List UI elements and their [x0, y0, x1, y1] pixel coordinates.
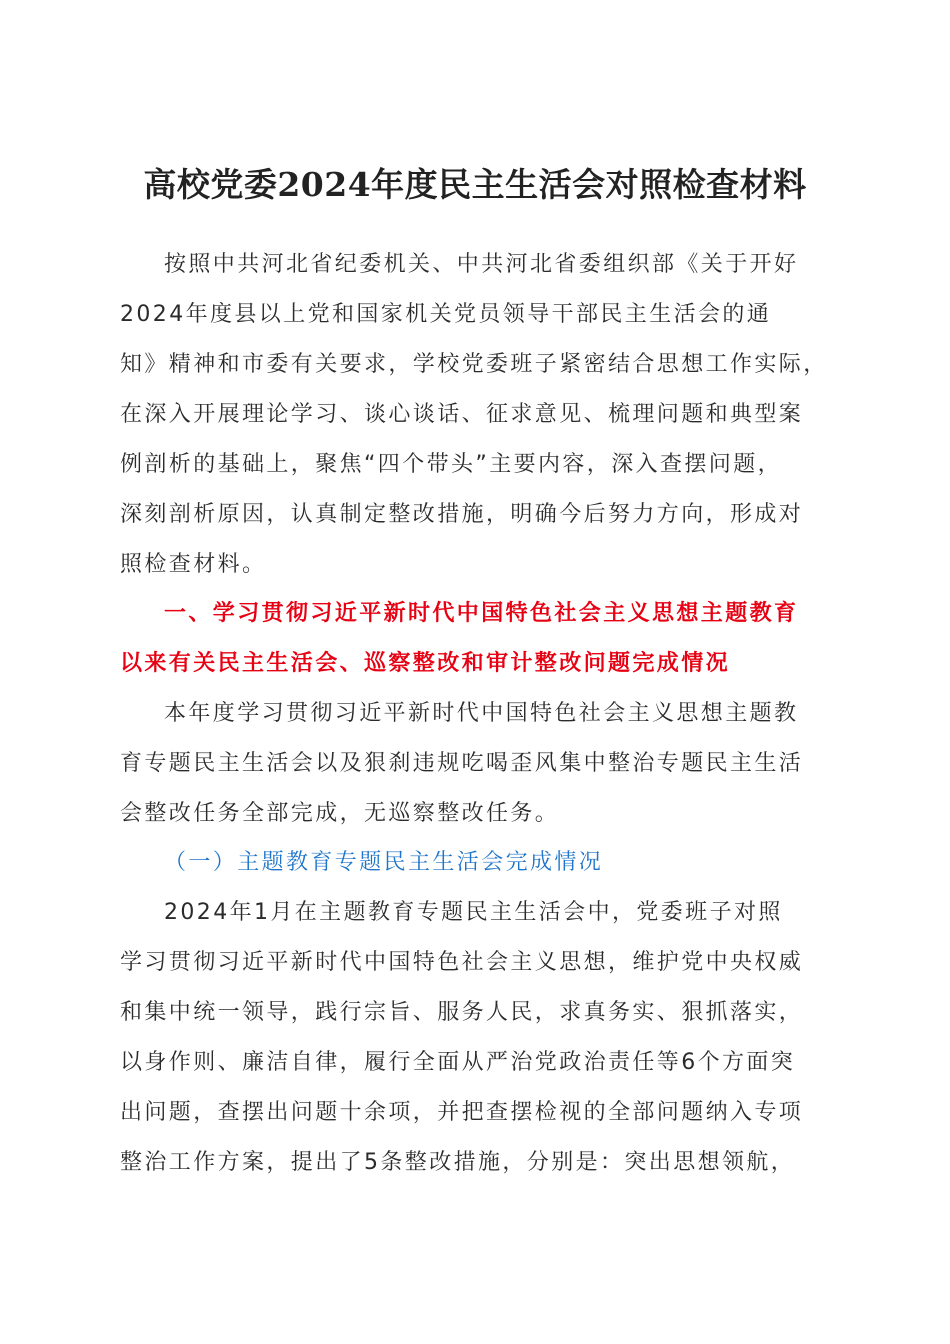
paragraph-1-line-1: 按照中共河北省纪委机关、中共河北省委组织部《关于开好 — [164, 252, 799, 277]
paragraph-3-line-2: 学习贯彻习近平新时代中国特色社会主义思想，维护党中央权威 — [120, 950, 804, 975]
paragraph-3-line-3: 和集中统一领导，践行宗旨、服务人民，求真务实、狠抓落实， — [120, 1000, 804, 1025]
section-heading-1-line-2: 以来有关民主生活会、巡察整改和审计整改问题完成情况 — [120, 651, 731, 676]
document-title: 高校党委2024年度民主生活会对照检查材料 — [143, 165, 807, 204]
paragraph-1-line-4: 在深入开展理论学习、谈心谈话、征求意见、梳理问题和典型案 — [120, 402, 804, 427]
paragraph-3-line-1: 2024年1月在主题教育专题民主生活会中，党委班子对照 — [164, 900, 783, 925]
paragraph-1-line-3: 知》精神和市委有关要求，学校党委班子紧密结合思想工作实际， — [120, 352, 828, 377]
subheading-1: （一）主题教育专题民主生活会完成情况 — [164, 850, 604, 875]
paragraph-1-line-2: 2024年度县以上党和国家机关党员领导干部民主生活会的通 — [120, 302, 772, 327]
paragraph-1-line-7: 照检查材料。 — [120, 552, 267, 577]
paragraph-2-line-2: 育专题民主生活会以及狠刹违规吃喝歪风集中整治专题民主生活 — [120, 751, 804, 776]
paragraph-3-line-5: 出问题，查摆出问题十余项，并把查摆检视的全部问题纳入专项 — [120, 1100, 804, 1125]
paragraph-1-line-6: 深刻剖析原因，认真制定整改措施，明确今后努力方向，形成对 — [120, 502, 804, 527]
paragraph-2-line-1: 本年度学习贯彻习近平新时代中国特色社会主义思想主题教 — [164, 701, 799, 726]
paragraph-2-line-3: 会整改任务全部完成，无巡察整改任务。 — [120, 801, 560, 826]
paragraph-1-line-5: 例剖析的基础上，聚焦“四个带头”主要内容，深入查摆问题， — [120, 452, 782, 477]
paragraph-3-line-6: 整治工作方案，提出了5条整改措施，分别是：突出思想领航， — [120, 1150, 796, 1175]
paragraph-3-line-4: 以身作则、廉洁自律，履行全面从严治党政治责任等6个方面突 — [120, 1050, 796, 1075]
section-heading-1-line-1: 一、学习贯彻习近平新时代中国特色社会主义思想主题教育 — [164, 601, 799, 626]
